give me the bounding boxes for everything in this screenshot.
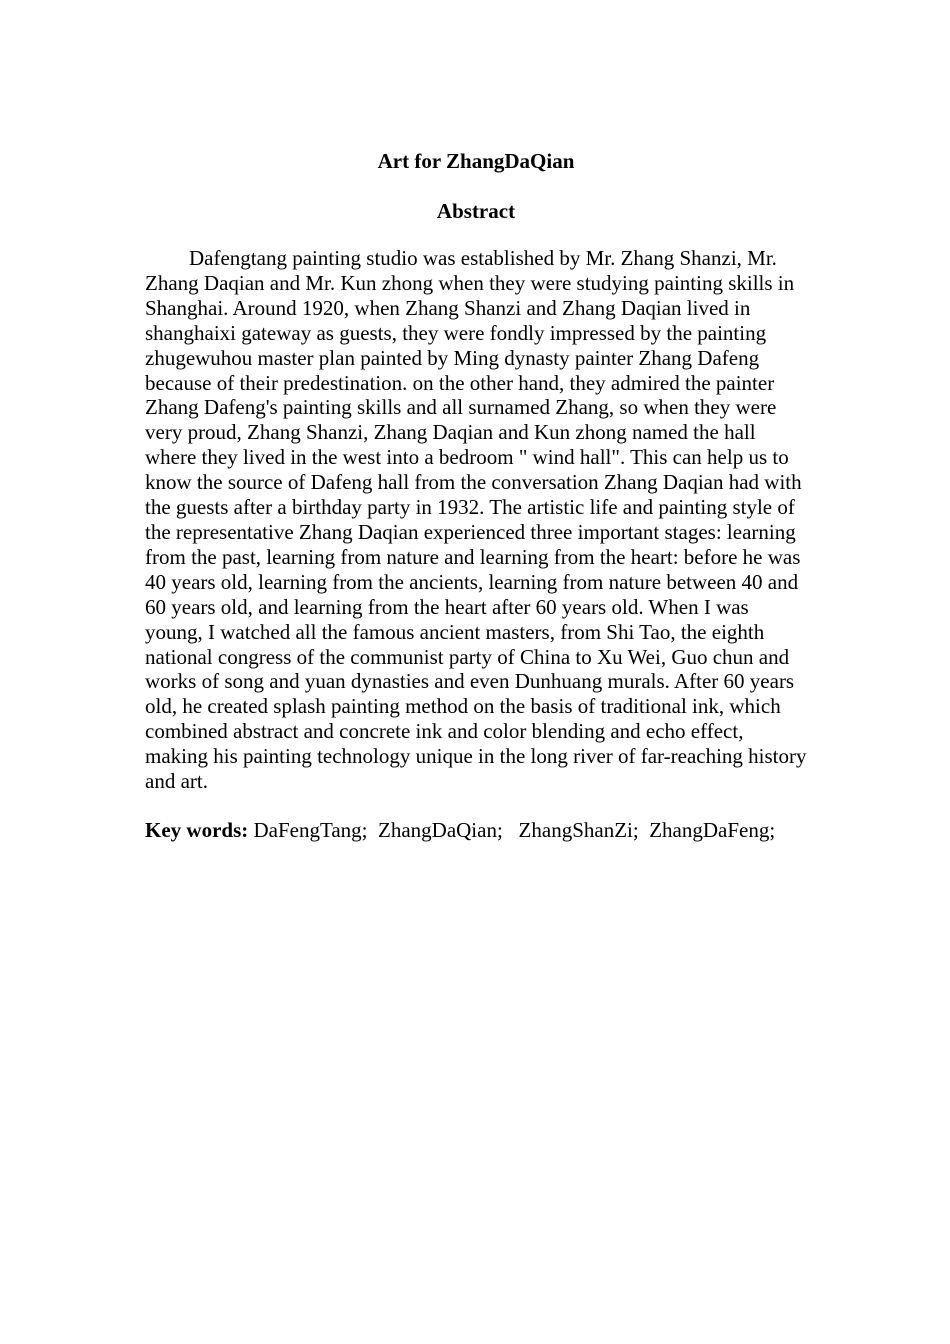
document-title: Art for ZhangDaQian: [377, 149, 575, 173]
keywords-label: Key words:: [145, 817, 249, 842]
abstract-heading: Abstract: [436, 199, 516, 223]
document-page: [145, 146, 807, 843]
keywords-values: DaFengTang; ZhangDaQian; ZhangShanZi; ZhangDaFeng;: [248, 817, 776, 842]
keywords-line: [145, 818, 807, 843]
abstract-paragraph: Dafengtang painting studio was established by Mr. Zhang Shanzi, Mr. Zhang Daqian and Mr. Kun zhong when they were studying painting skills in Shanghai. Around 1920, when Zhang Shanzi and Zhang Daqian lived in shanghaixi gateway as guests, they were fondly impressed by the painting zhugewuhou master plan painted by Ming dynasty painter Zhang Dafeng because of their predestination. on the other hand, they admired the painter Zhang Dafeng's painting skills and all surnamed Zhang, so when they were very proud, Zhang Shanzi, Zhang Daqian and Kun zhong named the hall where they lived in the west into a bedroom " wind hall". This can help us to know the source of Dafeng hall from the conversation Zhang Daqian had with the guests after a birthday party in 1932. The artistic life and painting style of the representative Zhang Daqian experienced three important stages: learning from the past, learning from nature and learning from the heart: before he was 40 years old, learning from the ancients, learning from nature between 40 and 60 years old, and learning from the heart after 60 years old. When I was young, I watched all the famous ancient masters, from Shi Tao, the eighth national congress of the communist party of China to Xu Wei, Guo chun and works of song and yuan dynasties and even Dunhuang murals. After 60 years old, he created splash painting method on the basis of traditional ink, which combined abstract and concrete ink and color blending and echo effect, making his painting technology unique in the long river of far-reaching history and art.: [145, 246, 807, 794]
